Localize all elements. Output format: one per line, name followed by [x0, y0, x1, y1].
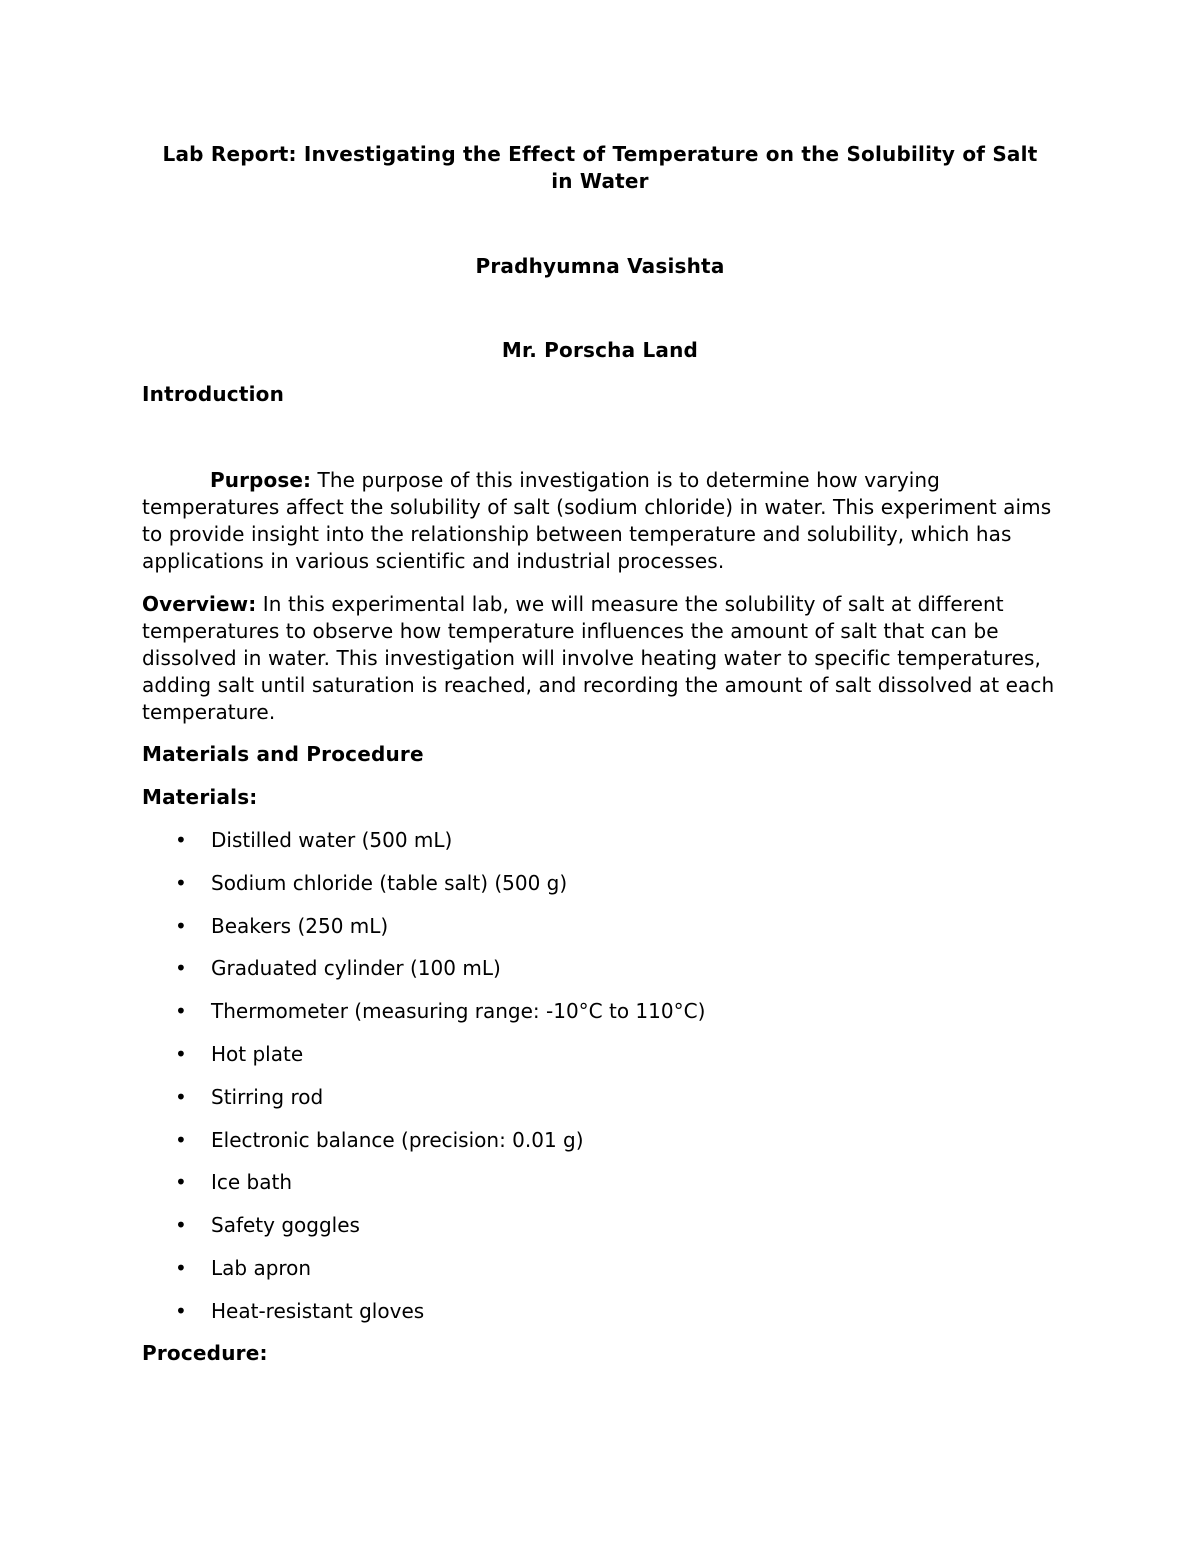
bullet-icon: •	[175, 1127, 187, 1152]
introduction-heading: Introduction	[142, 382, 285, 406]
material-text: Graduated cylinder (100 mL)	[211, 956, 501, 981]
bullet-icon: •	[175, 1298, 187, 1323]
bullet-icon: •	[175, 956, 187, 981]
material-text: Lab apron	[211, 1255, 312, 1280]
document-title: Lab Report: Investigating the Effect of Temperature on the Solubility of Salt in Water	[162, 142, 1038, 193]
material-text: Electronic balance (precision: 0.01 g)	[211, 1127, 584, 1152]
bullet-icon: •	[175, 870, 187, 895]
list-item	[142, 1298, 705, 1341]
materials-heading: Materials:	[142, 785, 258, 809]
material-text: Distilled water (500 mL)	[211, 828, 453, 852]
list-item	[142, 827, 705, 870]
material-text: Beakers (250 mL)	[211, 913, 389, 938]
material-text: Safety goggles	[211, 1213, 360, 1238]
material-text: Heat-resistant gloves	[211, 1298, 425, 1323]
material-text: Ice bath	[211, 1170, 293, 1195]
list-item	[142, 1255, 705, 1298]
list-item	[142, 870, 705, 913]
list-item	[142, 1212, 705, 1255]
material-text: Stirring rod	[211, 1084, 324, 1109]
bullet-icon: •	[175, 1255, 187, 1280]
bullet-icon: •	[175, 1084, 187, 1109]
list-item	[142, 1127, 705, 1170]
author-name: Pradhyumna Vasishta	[475, 254, 725, 278]
list-item	[142, 1041, 705, 1084]
material-text: Hot plate	[211, 1041, 304, 1066]
material-text: Sodium chloride (table salt) (500 g)	[211, 870, 568, 895]
bullet-icon: •	[175, 1041, 187, 1066]
purpose-label: Purpose:	[210, 468, 312, 492]
list-item	[142, 913, 705, 956]
materials-list	[142, 827, 705, 1341]
purpose-paragraph	[142, 467, 1062, 575]
list-item	[142, 1084, 705, 1127]
bullet-icon: •	[175, 828, 187, 852]
overview-label: Overview:	[142, 592, 257, 616]
list-item	[142, 955, 705, 998]
material-text: Thermometer (measuring range: -10°C to 110°C)	[211, 999, 706, 1024]
materials-procedure-heading: Materials and Procedure	[142, 742, 424, 766]
list-item	[142, 998, 705, 1041]
purpose-text: The purpose of this investigation is to determine how varying temperatures affect the solubility of salt (sodium chloride) in water. This experiment aims to provide insight into the relationship between temperature and solubility, which has applications in various scientific and industrial processes.	[142, 468, 1052, 573]
list-item	[142, 1169, 705, 1212]
bullet-icon: •	[175, 913, 187, 938]
bullet-icon: •	[175, 1213, 187, 1238]
bullet-icon: •	[175, 999, 187, 1024]
bullet-icon: •	[175, 1170, 187, 1195]
overview-paragraph	[142, 591, 1062, 726]
overview-text: In this experimental lab, we will measure the solubility of salt at different temperatures to observe how temperature influences the amount of salt that can be dissolved in water. This investigation will involve heating water to specific temperatures, adding salt until saturation is reached, and recording the amount of salt dissolved at each temperature.	[142, 592, 1055, 724]
procedure-heading: Procedure:	[142, 1341, 268, 1365]
teacher-name: Mr. Porscha Land	[501, 338, 699, 362]
